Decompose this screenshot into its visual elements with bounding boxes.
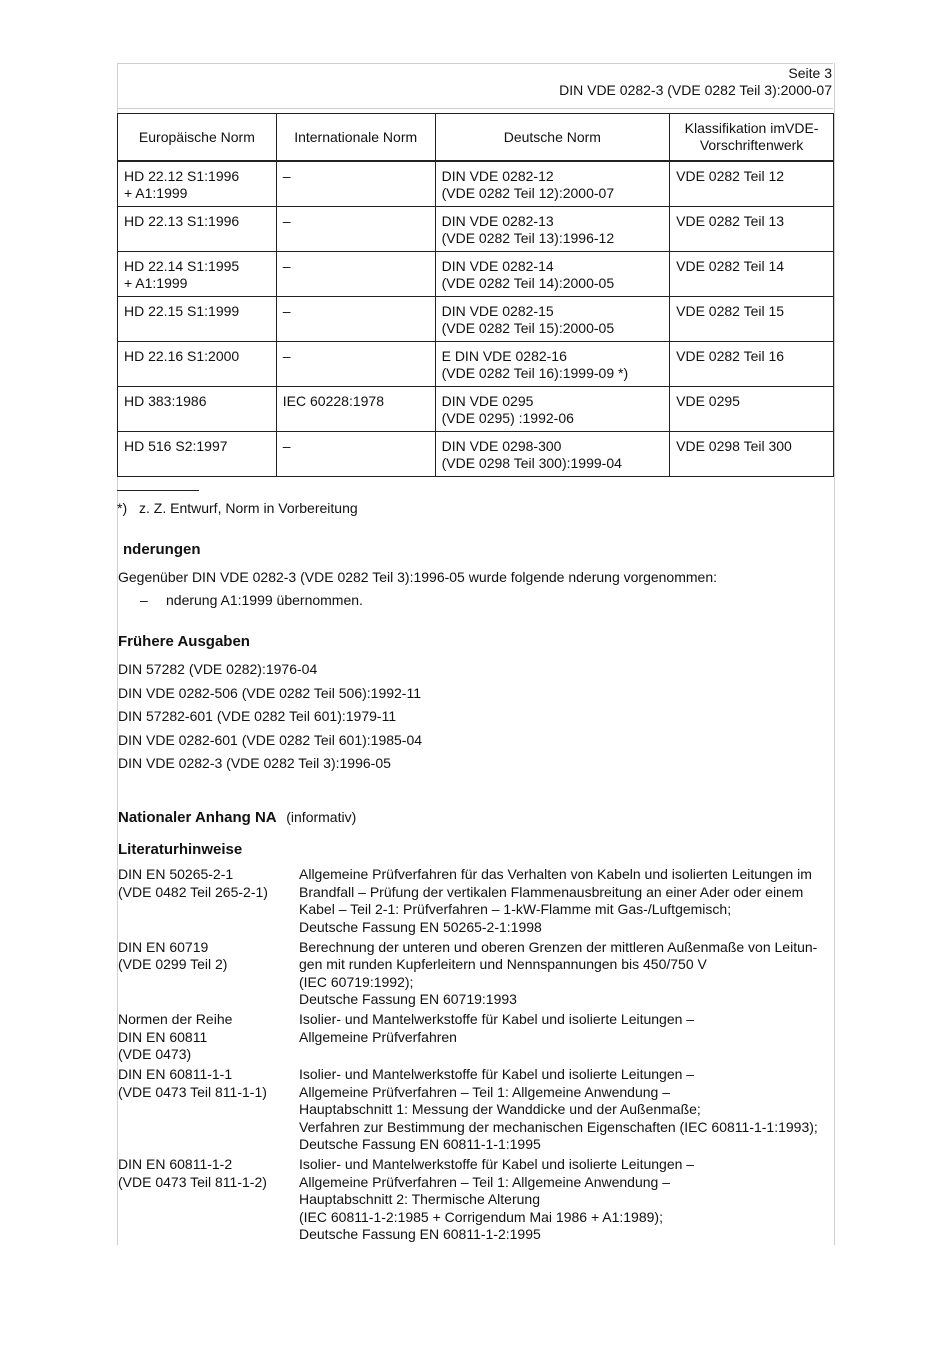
- text-line: Allgemeine Prüfverfahren: [299, 1028, 457, 1045]
- page-header: [117, 63, 833, 109]
- text-line: IEC 60228:1978: [282, 393, 384, 409]
- text-line: –: [282, 348, 291, 364]
- cell-eu: [118, 161, 277, 207]
- footnote-text: z. Z. Entwurf, Norm in Vorbereitung: [139, 500, 358, 516]
- literature-ref: [118, 1066, 298, 1101]
- text-line: VDE-Vorschriftenwerk: [699, 120, 819, 153]
- text-line: Hauptabschnitt 1: Messung der Wanddicke und der Außenmaße;: [299, 1101, 701, 1117]
- cell-eu: [118, 252, 277, 297]
- cell-de: [435, 387, 670, 432]
- standards-table: [117, 113, 834, 477]
- text-line: Berechnung der unteren und oberen Grenzen der mittleren Außenmaße von Leitun-: [299, 938, 818, 955]
- literature-entry: [118, 939, 838, 1012]
- literature-entry: [118, 1156, 838, 1246]
- literature-entry: [118, 1011, 838, 1066]
- text-line: HD 22.14 S1:1995: [124, 258, 240, 274]
- edition-item: DIN 57282-601 (VDE 0282 Teil 601):1979-11: [118, 708, 397, 724]
- cell-eu: [118, 387, 277, 432]
- text-line: Hauptabschnitt 2: Thermische Alterung: [299, 1191, 540, 1207]
- text-line: (IEC 60811-1-2:1985 + Corrigendum Mai 1986 + A1:1989);: [299, 1208, 663, 1225]
- text-line: Deutsche Fassung EN 60719:1993: [299, 991, 517, 1007]
- text-line: DIN EN 60811-1-1: [118, 1066, 233, 1082]
- text-line: HD 22.16 S1:2000: [124, 348, 240, 364]
- column-header: [670, 114, 834, 162]
- literature-heading: Literaturhinweise: [118, 841, 243, 858]
- literature-entry: [118, 1066, 838, 1156]
- text-line: + A1:1999: [124, 185, 188, 201]
- table-row: [118, 432, 834, 477]
- text-line: –: [282, 168, 291, 184]
- text-line: Allgemeine Prüfverfahren für das Verhalten von Kabeln und isolierten Leitungen im: [299, 866, 812, 882]
- text-line: Isolier- und Mantelwerkstoffe für Kabel und isolierte Leitungen –: [299, 1156, 695, 1172]
- cell-intl: [276, 387, 435, 432]
- cell-eu: [118, 207, 277, 252]
- text-line: (VDE 0282 Teil 14):2000-05: [441, 275, 615, 291]
- bullet-dash: –: [140, 592, 148, 608]
- edition-item: DIN VDE 0282-601 (VDE 0282 Teil 601):1985-04: [118, 731, 423, 748]
- text-line: Isolier- und Mantelwerkstoffe für Kabel und isolierte Leitungen –: [299, 1066, 695, 1082]
- literature-desc: [299, 1011, 839, 1046]
- text-line: (VDE 0295) :1992-06: [441, 410, 574, 426]
- text-line: DIN EN 60811-1-2: [118, 1156, 233, 1172]
- literature-entry: [118, 866, 838, 939]
- text-line: Deutsche Norm: [503, 128, 601, 145]
- text-line: Internationale Norm: [294, 128, 418, 145]
- text-line: Klassifikation im: [684, 120, 786, 136]
- cell-vde: [670, 207, 834, 252]
- text-line: DIN VDE 0282-14: [441, 258, 554, 274]
- text-line: (VDE 0473): [118, 1046, 192, 1062]
- text-line: HD 516 S2:1997: [124, 438, 228, 454]
- footnote: [117, 500, 358, 516]
- cell-vde: [670, 252, 834, 297]
- cell-vde: [670, 297, 834, 342]
- column-header: [276, 114, 435, 162]
- cell-eu: [118, 297, 277, 342]
- text-line: DIN VDE 0295: [441, 393, 534, 409]
- text-line: (VDE 0299 Teil 2): [118, 956, 228, 972]
- column-header: [118, 114, 277, 162]
- text-line: VDE 0282 Teil 15: [676, 303, 785, 319]
- cell-de: [435, 342, 670, 387]
- text-line: (VDE 0298 Teil 300):1999-04: [441, 455, 622, 471]
- text-line: (VDE 0282 Teil 16):1999-09 *): [441, 365, 629, 381]
- table-row: [118, 297, 834, 342]
- text-line: HD 383:1986: [124, 393, 207, 409]
- cell-intl: [276, 161, 435, 207]
- table-row: [118, 387, 834, 432]
- cell-de: [435, 161, 670, 207]
- table-body: [118, 161, 834, 477]
- text-line: DIN EN 60811: [118, 1028, 208, 1045]
- text-line: Verfahren zur Bestimmung der mechanischen Eigenschaften (IEC 60811-1-1:1993);: [299, 1118, 818, 1135]
- text-line: DIN VDE 0282-13: [441, 213, 554, 229]
- cell-eu: [118, 342, 277, 387]
- column-header: [435, 114, 670, 162]
- literature-desc: [299, 1156, 839, 1244]
- cell-intl: [276, 252, 435, 297]
- changes-bullet: [140, 592, 363, 608]
- table-header-row: [118, 114, 834, 162]
- text-line: (VDE 0473 Teil 811-1-1): [118, 1083, 267, 1100]
- text-line: DIN EN 50265-2-1: [118, 866, 234, 882]
- cell-eu: [118, 432, 277, 477]
- edition-item: DIN VDE 0282-506 (VDE 0282 Teil 506):1992-11: [118, 684, 421, 701]
- text-line: (VDE 0282 Teil 12):2000-07: [441, 185, 615, 201]
- text-line: –: [282, 303, 291, 319]
- text-line: (VDE 0282 Teil 13):1996-12: [441, 230, 615, 246]
- text-line: Deutsche Fassung EN 60811-1-1:1995: [299, 1136, 541, 1152]
- literature-desc: [299, 866, 839, 936]
- text-line: Allgemeine Prüfverfahren – Teil 1: Allgemeine Anwendung –: [299, 1173, 670, 1190]
- text-line: VDE 0282 Teil 16: [676, 348, 785, 364]
- cell-de: [435, 297, 670, 342]
- cell-intl: [276, 297, 435, 342]
- cell-vde: [670, 387, 834, 432]
- text-line: DIN VDE 0282-15: [441, 303, 554, 319]
- cell-intl: [276, 342, 435, 387]
- text-line: DIN VDE 0282-12: [441, 168, 554, 184]
- text-line: Brandfall – Prüfung der vertikalen Flammenausbreitung an einer Ader oder einem: [299, 883, 804, 900]
- document-id: DIN VDE 0282-3 (VDE 0282 Teil 3):2000-07: [559, 82, 832, 98]
- edition-item: DIN 57282 (VDE 0282):1976-04: [118, 661, 318, 677]
- literature-list: [118, 866, 838, 1246]
- text-line: Normen der Reihe: [118, 1011, 233, 1027]
- text-line: (VDE 0482 Teil 265-2-1): [118, 883, 268, 900]
- text-line: HD 22.12 S1:1996: [124, 168, 240, 184]
- cell-de: [435, 432, 670, 477]
- literature-desc: [299, 1066, 839, 1154]
- text-line: (VDE 0282 Teil 15):2000-05: [441, 320, 615, 336]
- cell-vde: [670, 342, 834, 387]
- text-line: –: [282, 213, 291, 229]
- literature-ref: [118, 1156, 298, 1191]
- text-line: VDE 0298 Teil 300: [676, 438, 792, 454]
- text-line: Kabel – Teil 2-1: Prüfverfahren – 1-kW-Flamme mit Gas-/Luftgemisch;: [299, 901, 732, 917]
- text-line: VDE 0295: [676, 393, 740, 409]
- text-line: (VDE 0473 Teil 811-1-2): [118, 1173, 267, 1190]
- changes-text: Gegenüber DIN VDE 0282-3 (VDE 0282 Teil 3):1996-05 wurde folgende nderung vorgenommen:: [118, 569, 717, 585]
- annex-note: (informativ): [286, 809, 357, 825]
- text-line: DIN EN 60719: [118, 938, 209, 955]
- cell-vde: [670, 161, 834, 207]
- text-line: –: [282, 258, 291, 274]
- text-line: Europäische Norm: [138, 128, 255, 145]
- text-line: E DIN VDE 0282-16: [441, 348, 567, 364]
- table-row: [118, 252, 834, 297]
- table-row: [118, 342, 834, 387]
- text-line: VDE 0282 Teil 12: [676, 168, 785, 184]
- footnote-divider: [117, 490, 199, 491]
- editions-heading: Frühere Ausgaben: [118, 633, 250, 650]
- cell-intl: [276, 207, 435, 252]
- literature-ref: [118, 866, 298, 901]
- cell-de: [435, 252, 670, 297]
- annex-title: Nationaler Anhang NA: [118, 809, 277, 826]
- changes-bullet-text: nderung A1:1999 übernommen.: [166, 592, 363, 608]
- text-line: –: [282, 438, 291, 454]
- text-line: DIN VDE 0298-300: [441, 438, 562, 454]
- text-line: gen mit runden Kupferleitern und Nennspannungen bis 450/750 V: [299, 956, 707, 972]
- cell-intl: [276, 432, 435, 477]
- text-line: Deutsche Fassung EN 50265-2-1:1998: [299, 918, 542, 935]
- edition-item: DIN VDE 0282-3 (VDE 0282 Teil 3):1996-05: [118, 755, 391, 771]
- cell-de: [435, 207, 670, 252]
- text-line: (IEC 60719:1992);: [299, 973, 414, 990]
- text-line: VDE 0282 Teil 14: [676, 258, 785, 274]
- changes-heading: nderungen: [123, 541, 201, 558]
- page-number: Seite 3: [788, 65, 832, 81]
- cell-vde: [670, 432, 834, 477]
- table-row: [118, 207, 834, 252]
- text-line: Allgemeine Prüfverfahren – Teil 1: Allgemeine Anwendung –: [299, 1083, 670, 1100]
- text-line: + A1:1999: [124, 275, 188, 291]
- table-row: [118, 161, 834, 207]
- text-line: HD 22.15 S1:1999: [124, 303, 240, 319]
- literature-ref: [118, 939, 298, 974]
- text-line: Isolier- und Mantelwerkstoffe für Kabel und isolierte Leitungen –: [299, 1011, 695, 1027]
- annex-heading: [118, 809, 356, 826]
- footnote-mark: *): [117, 500, 128, 516]
- text-line: HD 22.13 S1:1996: [124, 213, 240, 229]
- text-line: Deutsche Fassung EN 60811-1-2:1995: [299, 1226, 541, 1242]
- literature-desc: [299, 939, 839, 1009]
- text-line: VDE 0282 Teil 13: [676, 213, 785, 229]
- literature-ref: [118, 1011, 298, 1064]
